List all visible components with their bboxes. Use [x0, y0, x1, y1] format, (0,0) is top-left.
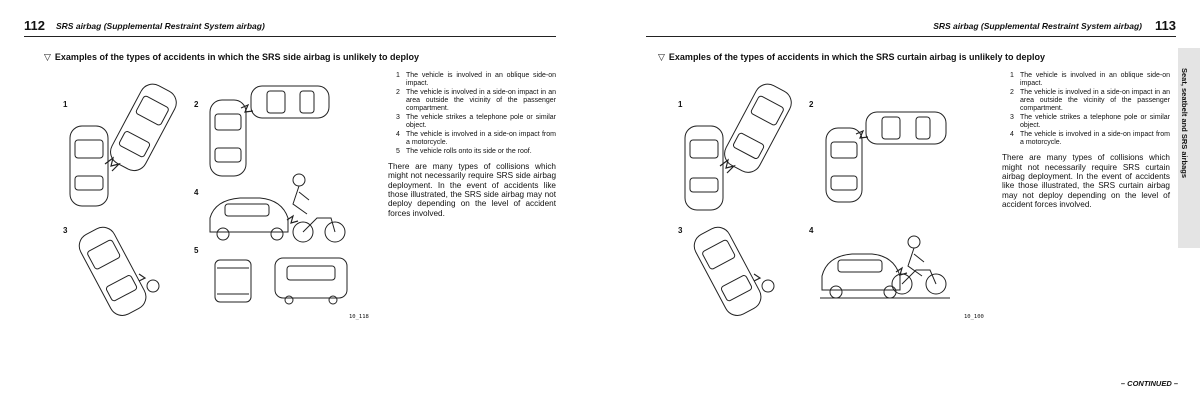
figure-label: 2	[194, 100, 199, 109]
section-heading-text: Examples of the types of accidents in which the SRS side airbag is unlikely to deploy	[54, 52, 420, 62]
chapter-tab	[1178, 48, 1200, 248]
scene-motorcycle-impact	[210, 174, 345, 242]
header-title: SRS airbag (Supplemental Restraint System airbag)	[56, 21, 265, 31]
accident-illustration	[55, 68, 375, 328]
body-paragraph: There are many types of collisions which might not necessarily require SRS side airbag deployment. In the event of accidents like those illustrated, the SRS side airbag may not deploy depending on the level of accident forces involved.	[388, 162, 556, 218]
text-column	[388, 72, 556, 218]
header-title: SRS airbag (Supplemental Restraint System airbag)	[933, 21, 1142, 31]
accident-drawing	[670, 68, 990, 328]
scene-motorcycle-impact	[820, 236, 950, 298]
scene-oblique-impact	[685, 80, 796, 210]
list-item: 4 The vehicle is involved in a side-on impact from a motorcycle.	[396, 130, 556, 147]
list-item: 2 The vehicle is involved in a side-on impact in an area outside the vicinity of the passenger compartment.	[1010, 88, 1170, 113]
right-page	[600, 0, 1200, 402]
page-header	[646, 14, 1176, 37]
list-item: 3 The vehicle strikes a telephone pole or similar object.	[1010, 114, 1170, 130]
figure-label: 1	[63, 100, 68, 109]
scene-side-impact-front	[210, 86, 329, 176]
list-item: 4 The vehicle is involved in a side-on impact from a motorcycle.	[1010, 130, 1170, 147]
section-heading	[658, 52, 1045, 63]
figure-label: 4	[809, 226, 814, 235]
figure-label: 3	[678, 226, 683, 235]
scene-pole-impact	[75, 223, 159, 320]
figure-label: 5	[194, 246, 199, 255]
page-number: 112	[24, 18, 45, 33]
scene-side-impact-front	[826, 112, 946, 202]
body-paragraph: There are many types of collisions which might not necessarily require SRS curtain airbag deployment. In the event of accidents like those illustrated, the SRS curtain airbag may not deploy depending on the level of accident forces involved.	[1002, 153, 1170, 209]
section-heading-text: Examples of the types of accidents in which the SRS curtain airbag is unlikely to deploy	[668, 52, 1046, 62]
triangle-down-icon: ▽	[44, 52, 51, 62]
figure-label: 1	[678, 100, 683, 109]
list-item: 1 The vehicle is involved in an oblique side-on impact.	[1010, 72, 1170, 88]
list-item: 3 The vehicle strikes a telephone pole or similar object.	[396, 114, 556, 130]
list-item: 5 The vehicle rolls onto its side or the roof.	[396, 147, 532, 155]
scene-oblique-impact	[70, 80, 181, 206]
list-item: 1 The vehicle is involved in an oblique side-on impact.	[396, 72, 556, 88]
list-item: 2 The vehicle is involved in a side-on impact in an area outside the vicinity of the passenger compartment.	[396, 88, 556, 113]
chapter-tab-label: Seat, seatbelt and SRS airbags	[1180, 68, 1189, 179]
page-number: 113	[1155, 18, 1176, 33]
figure-label: 3	[63, 226, 68, 235]
text-column	[1002, 72, 1170, 209]
figure-code: 10_118	[349, 314, 369, 320]
triangle-down-icon: ▽	[658, 52, 665, 62]
scene-pole-impact	[690, 223, 774, 320]
figure-label: 2	[809, 100, 814, 109]
accident-illustration	[670, 68, 990, 328]
continued-note: – CONTINUED –	[1120, 379, 1178, 388]
accident-drawing	[55, 68, 375, 328]
scene-rollover	[215, 258, 347, 304]
figure-code: 10_100	[964, 314, 984, 320]
section-heading	[44, 52, 419, 63]
figure-label: 4	[194, 188, 199, 197]
page-header	[24, 14, 556, 37]
